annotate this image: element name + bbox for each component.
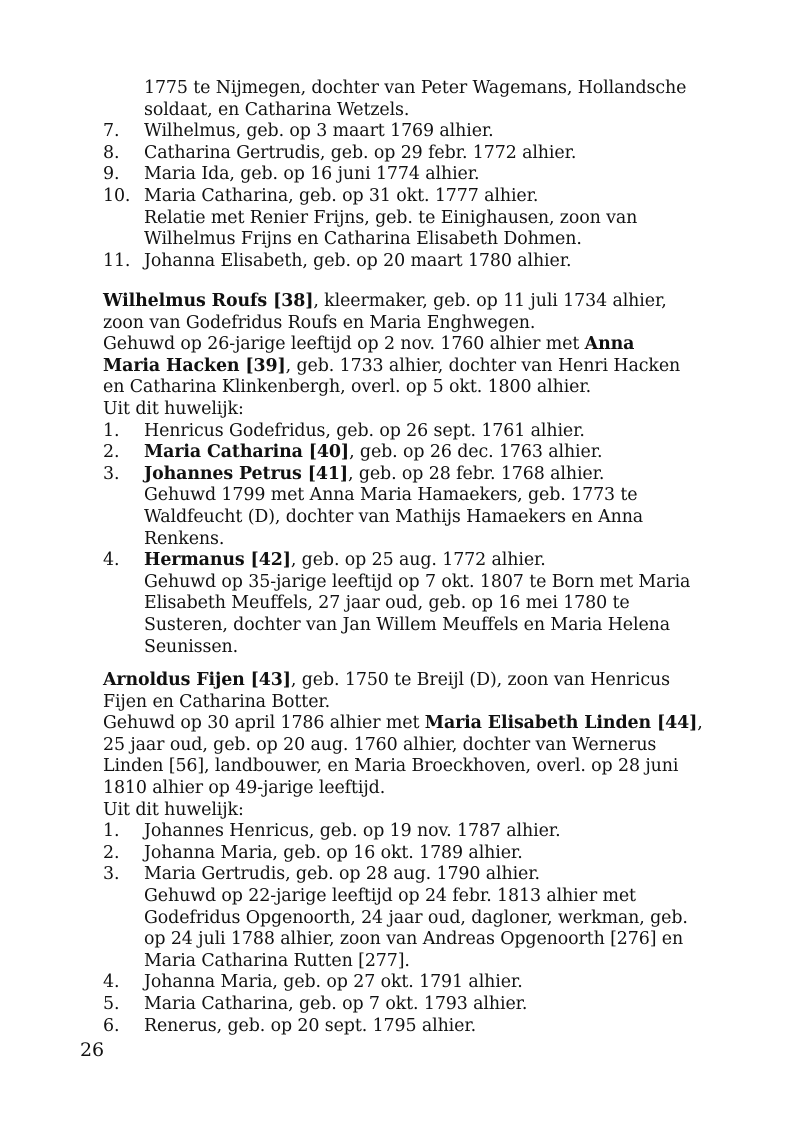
spouse-name: Anna (584, 334, 635, 355)
text-line: Wilhelmus Roufs [38], kleermaker, geb. op 11 juli 1734 alhier, (103, 291, 667, 311)
text-line: Arnoldus Fijen [43], geb. 1750 te Breijl (D), zoon van Henricus (103, 670, 670, 690)
continued-entry (103, 78, 713, 272)
text-line: Uit dit huwelijk: (103, 799, 244, 820)
list-item: 11. Johanna Elisabeth, geb. op 20 maart 1780 alhier. (103, 250, 572, 271)
text-line: Seunissen. (144, 636, 239, 657)
text-line: Wilhelmus Frijns en Catharina Elisabeth Dohmen. (144, 229, 582, 250)
list-item: 1. Johannes Henricus, geb. op 19 nov. 1787 alhier. (103, 821, 561, 842)
list-item: 10. Maria Catharina, geb. op 31 okt. 1777 alhier. (103, 185, 539, 206)
list-item: 3. Johannes Petrus [41], geb. op 28 febr. 1768 alhier. (103, 463, 605, 484)
text-line: zoon van Godefridus Roufs en Maria Enghwegen. (103, 312, 536, 333)
spouse-name: Maria Elisabeth Linden [44] (424, 713, 698, 734)
list-item: 8. Catharina Gertrudis, geb. op 29 febr. 1772 alhier. (103, 142, 577, 163)
text-line: Susteren, dochter van Jan Willem Meuffels en Maria Helena (144, 614, 671, 635)
text-line: Maria Hacken [39], geb. 1733 alhier, dochter van Henri Hacken (103, 355, 681, 376)
list-item: 5. Maria Catharina, geb. op 7 okt. 1793 alhier. (103, 993, 528, 1014)
person-name: Arnoldus Fijen [43] (103, 670, 291, 690)
text-line: 1775 te Nijmegen, dochter van Peter Wagemans, Hollandsche (144, 78, 687, 98)
list-item: 4. Hermanus [42], geb. op 25 aug. 1772 alhier. (103, 550, 546, 571)
text-line: en Catharina Klinkenbergh, overl. op 5 okt. 1800 alhier. (103, 377, 592, 398)
list-item: 6. Renerus, geb. op 20 sept. 1795 alhier. (103, 1015, 477, 1036)
text-line: 25 jaar oud, geb. op 20 aug. 1760 alhier, dochter van Wernerus (103, 734, 657, 755)
list-item: 4. Johanna Maria, geb. op 27 okt. 1791 alhier. (103, 972, 523, 993)
list-item: 1. Henricus Godefridus, geb. op 26 sept. 1761 alhier. (103, 420, 585, 441)
text-line: Maria Catharina Rutten [277]. (144, 950, 410, 971)
text-line: Gehuwd op 35-jarige leeftijd op 7 okt. 1807 te Born met Maria (144, 571, 691, 592)
text-line: Uit dit huwelijk: (103, 398, 244, 419)
text-line: Relatie met Renier Frijns, geb. te Einighausen, zoon van (144, 207, 638, 228)
list-item: 2. Johanna Maria, geb. op 16 okt. 1789 alhier. (103, 842, 523, 863)
text-line: Fijen en Catharina Botter. (103, 691, 331, 712)
entry-arnoldus-fijen (103, 670, 713, 1037)
text-line: Linden [56], landbouwer, en Maria Broeckhoven, overl. op 28 juni (103, 756, 679, 777)
list-item: 9. Maria Ida, geb. op 16 juni 1774 alhier. (103, 164, 480, 185)
text-line: Gehuwd 1799 met Anna Maria Hamaekers, geb. 1773 te (144, 485, 638, 506)
text-line: 1810 alhier op 49-jarige leeftijd. (103, 777, 386, 798)
list-item: 2. Maria Catharina [40], geb. op 26 dec. 1763 alhier. (103, 442, 603, 463)
text-line: Gehuwd op 26-jarige leeftijd op 2 nov. 1760 alhier met Anna (103, 334, 635, 355)
text-line: Godefridus Opgenoorth, 24 jaar oud, dagloner, werkman, geb. (144, 907, 688, 928)
text-line: soldaat, en Catharina Wetzels. (144, 99, 410, 120)
text-line: Waldfeucht (D), dochter van Mathijs Hamaekers en Anna (144, 506, 644, 527)
page-number: 26 (80, 1039, 104, 1061)
text-line: Gehuwd op 22-jarige leeftijd op 24 febr. 1813 alhier met (144, 885, 636, 906)
text-line: Elisabeth Meuffels, 27 jaar oud, geb. op 16 mei 1780 te (144, 593, 630, 614)
text-line: Renkens. (144, 528, 225, 549)
list-item: 7. Wilhelmus, geb. op 3 maart 1769 alhier. (103, 121, 494, 142)
person-name: Wilhelmus Roufs [38] (103, 291, 314, 311)
text-line: op 24 juli 1788 alhier, zoon van Andreas Opgenoorth [276] en (144, 929, 684, 950)
text-line: Gehuwd op 30 april 1786 alhier met Maria Elisabeth Linden [44], (103, 713, 703, 734)
list-item: 3. Maria Gertrudis, geb. op 28 aug. 1790 alhier. (103, 864, 540, 885)
entry-wilhelmus-roufs (103, 291, 713, 658)
spouse-name: Maria Hacken [39] (103, 355, 286, 376)
